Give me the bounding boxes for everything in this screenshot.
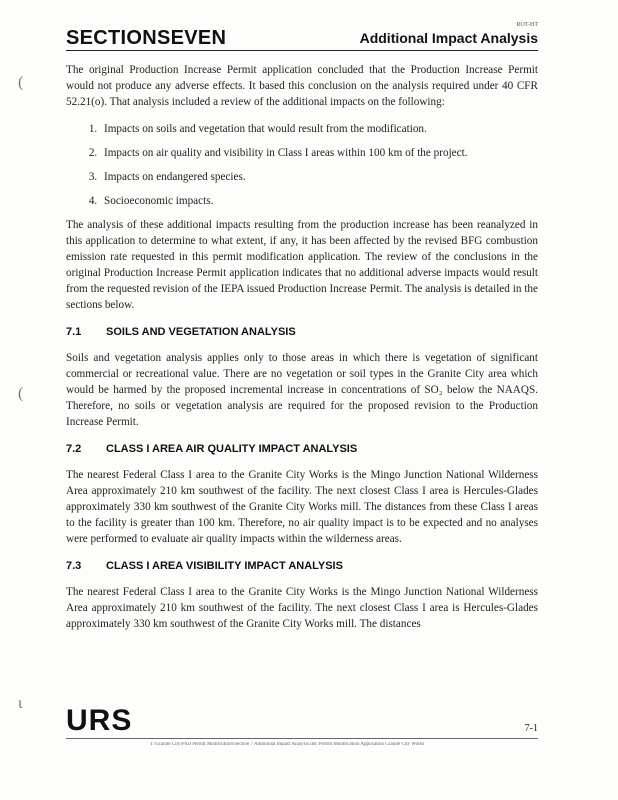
visibility-paragraph: The nearest Federal Class I area to the Granite City Works is the Mingo Junction National Wilderness Area approximately 210 km southwest of the facility. The next closest Class I area is Hercules-Glades approximately 330 km southwest of the Granite City Works mill. The distances (66, 586, 538, 630)
document-body (66, 62, 538, 643)
section-7-3-heading (66, 558, 538, 574)
analysis-paragraph: The analysis of these additional impacts resulting from the production increase has been reanalyzed in this application to determine to what extent, if any, it has been affected by the revised BFG combustion emission rate requested in this permit modification application. The review of the conclusions in the original Production Increase Permit application indicates that no additional adverse impacts would result from the requested revision of the IEPA issued Production Increase Permit. The analysis is detailed in the sections below. (66, 219, 538, 311)
list-item: 2. Impacts on air quality and visibility in Class I areas within 100 km of the project. (100, 145, 538, 161)
section-7-1-heading (66, 324, 538, 340)
section-heading-text: CLASS I AREA VISIBILITY IMPACT ANALYSIS (106, 560, 343, 572)
header-tiny-text: ROT-HT (516, 22, 538, 28)
list-item: 3. Impacts on endangered species. (100, 169, 538, 185)
intro-paragraph: The original Production Increase Permit application concluded that the Production Increase Permit would not produce any adverse effects. It based this conclusion on the analysis required under 40 CFR 52.21(o). That analysis included a review of the additional impacts on the following: (66, 64, 538, 108)
soils-paragraph: Soils and vegetation analysis applies only to those areas in which there is vegetation of significant commercial or recreational value. There are no vegetation or soil types in the Granite City area which would be harmed by the proposed incremental increase in concentrations of SO₂ below the NAAQS. Therefore, no soils or vegetation analysis are required for the proposed revision to the Production Increase Permit. (66, 352, 538, 428)
section-title: SECTIONSEVEN (66, 27, 227, 49)
margin-bracket-icon: ( (18, 385, 24, 402)
footer-rule (66, 738, 538, 739)
list-item: 1. Impacts on soils and vegetation that would result from the modification. (100, 121, 538, 137)
section-heading-text: CLASS I AREA AIR QUALITY IMPACT ANALYSIS (106, 443, 358, 455)
page-header-title: Additional Impact Analysis (359, 30, 538, 46)
section-number: 7.2 (66, 443, 82, 455)
section-7-2-heading (66, 441, 538, 457)
section-number: 7.1 (66, 326, 82, 338)
margin-bracket-icon: ( (18, 74, 24, 91)
footer-path-text: T:\Granite City\PSD Permit Modification\Section 7 Additional Impact Analysis.doc Permit Modification Application Granite City Works (150, 742, 425, 747)
list-item: 4. Socioeconomic impacts. (100, 193, 538, 209)
section-heading-text: SOILS AND VEGETATION ANALYSIS (106, 326, 296, 338)
air-quality-paragraph: The nearest Federal Class I area to the Granite City Works is the Mingo Junction National Wilderness Area approximately 210 km southwest of the facility. The next closest Class I area is Hercules-Glades approximately 330 km southwest of the Granite City Works mill. The distances from these Class I areas to the facility is greater than 100 km. Therefore, no air quality impact is to be expected and no analyses were performed to evaluate air quality impacts within the wilderness areas. (66, 469, 538, 545)
header-rule (66, 50, 538, 51)
section-number: 7.3 (66, 560, 82, 572)
margin-bracket-icon: ɩ (18, 695, 23, 712)
page-number: 7-1 (524, 723, 538, 734)
urs-logo: URS (66, 704, 133, 737)
impact-list (66, 121, 538, 209)
